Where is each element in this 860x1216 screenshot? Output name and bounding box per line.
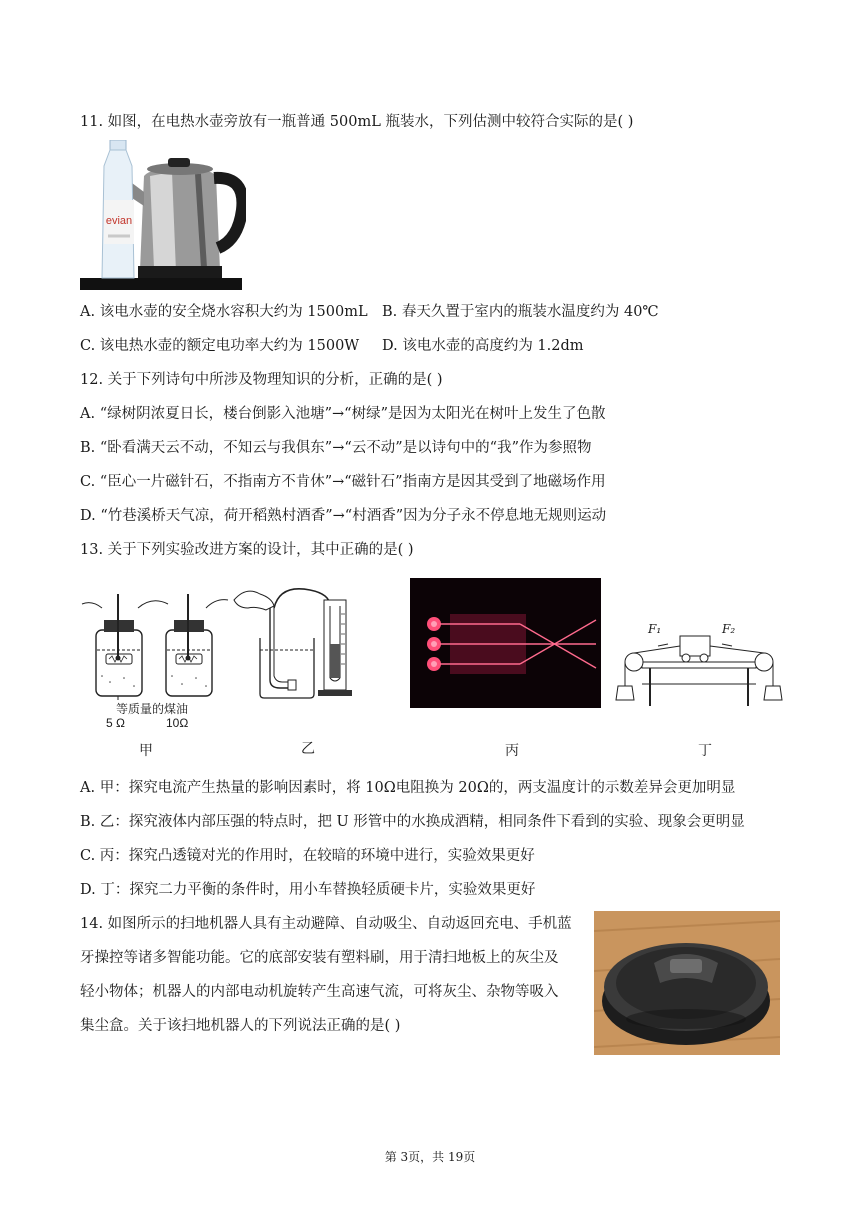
q13-option-b: B. 乙：探究液体内部压强的特点时，把 U 形管中的水换成酒精，相同条件下看到的实验、现象会更明显 xyxy=(80,814,745,830)
q14-line-1: 14. 如图所示的扫地机器人具有主动避障、自动吸尘、自动返回充电、手机蓝 xyxy=(80,916,572,932)
q14-line-3: 轻小物体；机器人的内部电动机旋转产生高速气流，可将灰尘、杂物等吸入 xyxy=(80,984,559,1000)
q13-figure-yi xyxy=(230,584,360,704)
q14-line-4: 集尘盒。关于该扫地机器人的下列说法正确的是( ) xyxy=(80,1018,401,1034)
q12-stem: 12. 关于下列诗句中所涉及物理知识的分析，正确的是( ) xyxy=(80,372,443,388)
q13-option-d: D. 丁：探究二力平衡的条件时，用小车替换轻质硬卡片，实验效果更好 xyxy=(80,882,536,898)
caption-yi: 乙 xyxy=(301,741,315,757)
q11-option-c: C. 该电热水壶的额定电功率大约为 1500W xyxy=(80,338,360,354)
jia-label-r2: 10Ω xyxy=(166,716,189,730)
q11-figure-bottle-kettle xyxy=(80,140,246,292)
q13-stem: 13. 关于下列实验改进方案的设计，其中正确的是( ) xyxy=(80,542,414,558)
caption-bing: 丙 xyxy=(505,743,519,759)
q11-option-a: A. 该电水壶的安全烧水容积大约为 1500mL xyxy=(80,304,368,320)
q12-option-a: A. “绿树阴浓夏日长，楼台倒影入池塘”→“树绿”是因为太阳光在树叶上发生了色散 xyxy=(80,406,606,422)
q14-line-2: 牙操控等诸多智能功能。它的底部安装有塑料刷，用于清扫地板上的灰尘及 xyxy=(80,950,559,966)
q13-option-a: A. 甲：探究电流产生热量的影响因素时，将 10Ω电阻换为 20Ω的，两支温度计的示数差异会更加明显 xyxy=(80,780,736,796)
q11-stem: 11. 如图，在电热水壶旁放有一瓶普通 500mL 瓶装水，下列估测中较符合实际的是( ) xyxy=(80,114,634,130)
q12-option-c: C. “臣心一片磁针石，不指南方不肯休”→“磁针石”指南方是因其受到了地磁场作用 xyxy=(80,474,606,490)
q13-figure-ding xyxy=(612,618,786,710)
q13-option-c: C. 丙：探究凸透镜对光的作用时，在较暗的环境中进行，实验效果更好 xyxy=(80,848,535,864)
q11-option-d: D. 该电水壶的高度约为 1.2dm xyxy=(382,338,584,354)
jia-label-oil: 等质量的煤油 xyxy=(116,702,189,716)
jia-label-r1: 5 Ω xyxy=(106,716,125,730)
q12-option-b: B. “卧看满天云不动，不知云与我俱东”→“云不动”是以诗句中的“我”作为参照物 xyxy=(80,440,592,456)
q12-option-d: D. “竹巷溪桥天气凉，荷开稻熟村酒香”→“村酒香”因为分子永不停息地无规则运动 xyxy=(80,508,607,524)
caption-ding: 丁 xyxy=(698,743,712,759)
q14-figure-robot-vacuum xyxy=(594,911,780,1055)
q13-figure-bing xyxy=(410,578,601,708)
page-footer: 第 3页，共 19页 xyxy=(384,1150,476,1164)
q13-figure-jia xyxy=(78,586,230,736)
bottle-brand-text: evian xyxy=(105,215,133,227)
ding-label-f2: F₂ xyxy=(722,622,736,636)
q11-option-b: B. 春天久置于室内的瓶装水温度约为 40℃ xyxy=(382,304,659,320)
ding-label-f1: F₁ xyxy=(648,622,662,636)
caption-jia: 甲 xyxy=(139,743,153,759)
